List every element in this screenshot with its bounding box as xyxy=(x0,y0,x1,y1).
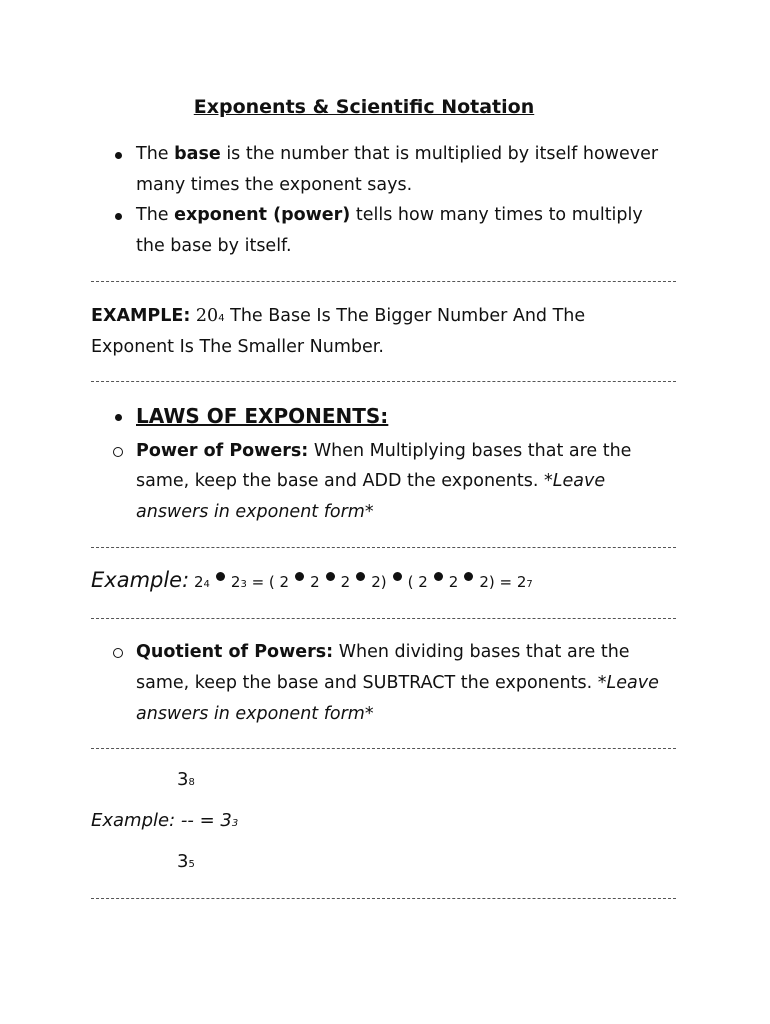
quotient-rule-line3: answers in exponent form* xyxy=(136,704,374,724)
rule-name: Power of Powers: xyxy=(136,441,309,461)
bullet-marker xyxy=(115,152,122,159)
math-exponent: 3 xyxy=(231,818,239,829)
sub-bullet-marker xyxy=(113,447,123,457)
multiply-dot xyxy=(464,572,473,581)
bullet-exponent-line2: the base by itself. xyxy=(136,236,292,256)
example-label: Example: -- = 3 xyxy=(91,810,232,831)
math-exponent: 3 xyxy=(240,579,247,590)
math-exponent: 7 xyxy=(526,579,533,590)
math-exponent: 8 xyxy=(188,777,195,788)
bullet-base-line2: many times the exponent says. xyxy=(136,175,413,195)
text-span: When dividing bases that are the xyxy=(333,642,630,662)
math-term: 2 xyxy=(448,573,459,591)
text-span: When Multiplying bases that are the xyxy=(308,441,632,461)
example-label: EXAMPLE: xyxy=(91,306,191,326)
power-rule-line1 xyxy=(136,436,631,467)
text-span: is the number that is multiplied by itself however xyxy=(220,144,659,164)
text-span: The Base Is The Bigger Number And The xyxy=(224,306,586,326)
math-term: 2 xyxy=(340,573,351,591)
math-exponent: 5 xyxy=(188,859,195,870)
divider xyxy=(91,618,676,619)
fraction-numerator xyxy=(177,769,195,790)
laws-heading: LAWS OF EXPONENTS: xyxy=(136,404,389,428)
power-rule-line3: answers in exponent form* xyxy=(136,502,374,522)
text-span: Leave xyxy=(552,471,606,491)
math-term: 2 xyxy=(230,573,241,591)
quotient-rule-line1 xyxy=(136,637,630,668)
bullet-base-line1 xyxy=(136,139,658,170)
multiply-dot xyxy=(216,572,225,581)
divider xyxy=(91,748,676,749)
multiply-dot xyxy=(326,572,335,581)
multiply-dot xyxy=(434,572,443,581)
term-base: base xyxy=(174,144,221,164)
text-span: The xyxy=(136,205,175,225)
math-exponent: 4 xyxy=(203,579,210,590)
math-term: = ( 2 xyxy=(246,573,290,591)
multiply-dot xyxy=(356,572,365,581)
divider xyxy=(91,547,676,548)
example1-line2: Exponent Is The Smaller Number. xyxy=(91,337,384,357)
fraction-denominator xyxy=(177,851,195,872)
power-rule-line2 xyxy=(136,466,605,497)
divider xyxy=(91,281,676,282)
text-span: Leave xyxy=(606,673,659,693)
example1-line1 xyxy=(91,301,585,334)
example-base: 20 xyxy=(195,306,219,326)
math-term: 2 xyxy=(193,573,204,591)
text-span: The xyxy=(136,144,175,164)
math-term: 3 xyxy=(177,769,189,790)
bullet-marker xyxy=(115,213,122,220)
text-span: tells how many times to multiply xyxy=(350,205,643,225)
example3-line xyxy=(91,810,238,831)
multiply-dot xyxy=(393,572,402,581)
bullet-exponent-line1 xyxy=(136,200,643,231)
text-span: same, keep the base and SUBTRACT the exponents. * xyxy=(136,673,607,693)
rule-name: Quotient of Powers: xyxy=(136,642,334,662)
text-span: same, keep the base and ADD the exponents. * xyxy=(136,471,553,491)
sub-bullet-marker xyxy=(113,648,123,658)
math-term: ( 2 xyxy=(407,573,428,591)
math-term: 2) xyxy=(371,573,387,591)
example-label: Example: xyxy=(91,568,190,592)
page-title: Exponents & Scientific Notation xyxy=(193,96,535,118)
divider xyxy=(91,898,676,899)
bullet-marker xyxy=(115,414,122,421)
quotient-rule-line2 xyxy=(136,668,659,699)
example-exponent: 4 xyxy=(218,313,225,324)
example2-line xyxy=(91,568,533,592)
term-exponent: exponent (power) xyxy=(174,205,351,225)
math-term: 2 xyxy=(310,573,320,591)
math-term: 3 xyxy=(177,851,189,872)
divider xyxy=(91,381,676,382)
math-term: 2) = 2 xyxy=(479,573,527,591)
multiply-dot xyxy=(295,572,304,581)
